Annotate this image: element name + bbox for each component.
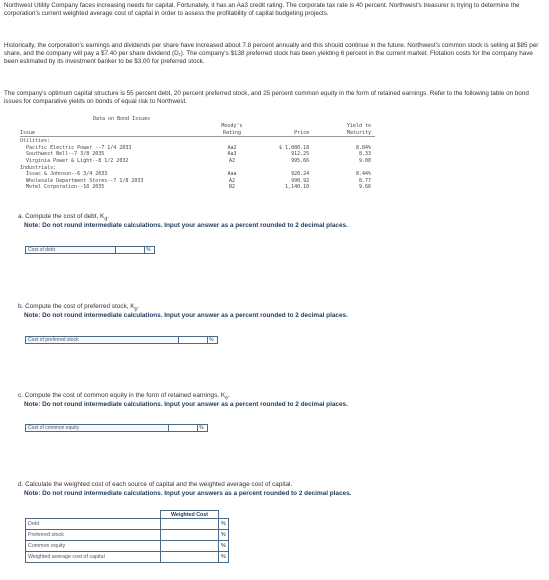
bond-rating: A2 <box>228 177 235 184</box>
bond-price: 1,140.10 <box>285 184 310 191</box>
bond-issue: Southwest Bell--7 3/8 2035 <box>26 151 105 158</box>
col-rating-header <box>211 123 252 137</box>
preferred-weighted-cost-input[interactable] <box>161 530 218 537</box>
table-row <box>20 151 375 158</box>
question-c-subscript: e <box>225 395 229 402</box>
wacc-row-label: Common equity <box>26 541 161 552</box>
question-c-note: Note: Do not round intermediate calculations. Input your answer as a percent rounded to 2 decimal places. <box>24 401 348 408</box>
intro-paragraph-2: Historically, the corporation's earnings and dividends per share have increased about 7.8 percent annually and this should continue in the future. Northwest's common stock is selling at $85 per share, and the company will pay a $7.40 per share dividend (D₁). The company's $138 preferred stock has been yielding 6 percent in the current market. Flotation costs for the company have been estimated by its investment banker to be $3.00 for preferred stock. <box>4 42 539 66</box>
question-c-end: . <box>228 392 230 399</box>
cost-of-equity-label: Cost of common equity <box>26 425 169 431</box>
bond-yield: 8.84% <box>355 144 371 151</box>
question-b-end: . <box>137 303 140 310</box>
percent-sign: % <box>219 530 229 541</box>
rating-header-line2: Rating <box>222 129 241 136</box>
wacc-table <box>25 510 229 563</box>
wacc-total-input[interactable] <box>161 552 218 559</box>
bond-rating: Aa2 <box>227 144 237 151</box>
cost-of-debt-label: Cost of debt <box>26 247 116 253</box>
question-a-subscript: d <box>104 216 108 223</box>
table-row <box>26 552 229 563</box>
cost-of-equity-answer <box>25 424 208 432</box>
bond-issue: Pacific Electric Power --7 1/4 2033 <box>26 144 132 151</box>
question-b-text: b. Compute the cost of preferred stock, K <box>18 303 135 310</box>
cost-of-debt-percent: % <box>144 247 154 253</box>
cost-of-debt-answer <box>25 246 155 254</box>
table-row <box>26 541 229 552</box>
debt-weighted-cost-input[interactable] <box>161 519 218 526</box>
yield-header-line2: Maturity <box>346 129 371 136</box>
wacc-row-label: Weighted average cost of capital <box>26 552 161 563</box>
cost-of-preferred-percent: % <box>207 337 217 343</box>
table-row <box>26 519 229 530</box>
bond-rating: B2 <box>228 184 235 191</box>
bond-rating: Aa3 <box>227 151 237 158</box>
table-row <box>20 145 375 152</box>
group-utilities-label: Utilities: <box>20 138 51 145</box>
col-yield-header <box>309 123 375 137</box>
percent-sign: % <box>219 552 229 563</box>
cost-of-preferred-input[interactable] <box>179 337 207 343</box>
question-d-note: Note: Do not round intermediate calculations. Input your answers as a percent rounded to 2 decimal places. <box>24 490 352 497</box>
bond-issue: Motel Corporation--10 2035 <box>26 184 105 191</box>
yield-header-line1: Yield to <box>346 123 371 129</box>
table-row <box>26 530 229 541</box>
wacc-row-label: Preferred stock <box>26 530 161 541</box>
bond-yield: 8.33 <box>358 151 371 158</box>
col-price-header: Price <box>294 129 310 136</box>
bond-rating: A2 <box>228 157 235 164</box>
bond-table-caption: Data on Bond Issues <box>93 116 151 122</box>
bond-yield: 8.77 <box>358 177 371 184</box>
question-b-subscript: p <box>134 306 138 313</box>
bond-price: 995.66 <box>291 157 310 164</box>
col-issue-header: Issue <box>20 129 36 136</box>
intro-paragraph-1: Northwest Utility Company faces increasing needs for capital. Fortunately, it has an Aa3 credit rating. The corporate tax rate is 40 percent. Northwest's treasurer is trying to determine the corporation's current weighted average cost of capital in order to assess the profitability of capital budgeting projects. <box>4 2 520 18</box>
question-a-end: . <box>107 213 110 220</box>
intro-paragraph-3: The company's optimum capital structure is 55 percent debt, 20 percent preferred stock, and 25 percent common equity in the form of retained earnings. Refer to the following table on bond issues for comparative yields on bonds of equal risk to Northwest. <box>4 90 529 106</box>
bond-yield: 9.66 <box>358 184 371 191</box>
bond-table <box>20 123 375 191</box>
cost-of-debt-input[interactable] <box>116 247 144 253</box>
bond-price: 990.92 <box>291 177 310 184</box>
equity-weighted-cost-input[interactable] <box>161 541 218 548</box>
question-a-text: a. Compute the cost of debt, K <box>18 213 105 220</box>
cost-of-equity-percent: % <box>197 425 207 431</box>
bond-issue: Issac & Johnson--6 3/4 2033 <box>26 171 108 178</box>
wacc-blank-header <box>26 511 161 519</box>
bond-price: $ 1,080.18 <box>279 144 310 151</box>
percent-sign: % <box>219 541 229 552</box>
cost-of-preferred-answer <box>25 336 218 344</box>
question-d-text: d. Calculate the weighted cost of each source of capital and the weighted average cost of capital. <box>18 481 293 488</box>
question-c-text: c. Compute the cost of common equity in the form of retained earnings, K <box>18 392 226 399</box>
wacc-row-label: Debt <box>26 519 161 530</box>
group-industrials-label: Industrials: <box>20 164 57 171</box>
bond-yield: 9.00 <box>358 157 371 164</box>
percent-sign: % <box>219 519 229 530</box>
weighted-cost-header: Weighted Cost <box>161 511 219 519</box>
table-row <box>20 171 375 178</box>
table-row <box>20 178 375 185</box>
question-a-note: Note: Do not round intermediate calculations. Input your answer as a percent rounded to 2 decimal places. <box>24 222 348 229</box>
bond-price: 912.25 <box>291 151 310 158</box>
cost-of-preferred-label: Cost of preferred stock <box>26 337 179 343</box>
cost-of-equity-input[interactable] <box>169 425 197 431</box>
bond-issue: Wholesale Department Stores--7 1/8 2033 <box>26 177 144 184</box>
bond-issue: Virginia Power & Light--8 1/2 2032 <box>26 157 129 164</box>
bond-price: 920.24 <box>291 171 310 178</box>
bond-yield: 8.44% <box>355 171 371 178</box>
question-b-note: Note: Do not round intermediate calculations. Input your answer as a percent rounded to 2 decimal places. <box>24 312 348 319</box>
bond-rating: Aaa <box>227 171 237 178</box>
table-row <box>20 184 375 191</box>
rating-header-line1: Moody's <box>221 123 243 129</box>
table-row <box>20 158 375 165</box>
wacc-unit-header <box>219 511 229 519</box>
